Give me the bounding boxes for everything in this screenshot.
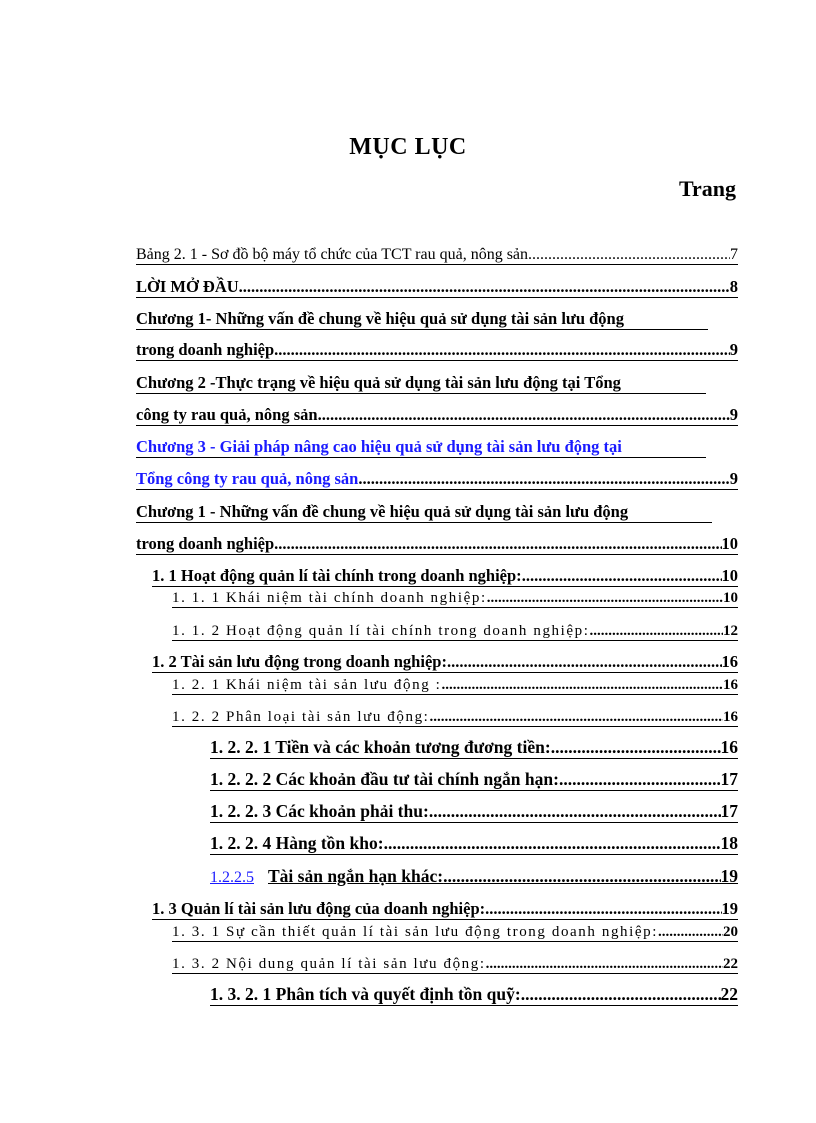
toc-entry[interactable]	[136, 276, 738, 298]
toc-entry-text: 1. 2. 2. 1 Tiền và các khoản tương đương tiền:	[210, 737, 551, 757]
toc-entry[interactable]	[172, 952, 738, 974]
toc-entry-text: 1. 2. 2 Phân loại tài sản lưu động:	[172, 709, 430, 725]
toc-entry-page: 19	[720, 866, 738, 886]
toc-entry-page: 22	[723, 956, 738, 972]
toc-entry-text: 1. 1. 2 Hoạt động quản lí tài chính trong doanh nghiệp:	[172, 623, 590, 639]
toc-entry[interactable]	[172, 673, 738, 695]
toc-entry[interactable]	[136, 308, 708, 330]
leader-dots	[485, 899, 721, 919]
toc-entry-text: Chương 1 - Những vấn đề chung về hiệu quả sử dụng tài sản lưu động	[136, 502, 629, 521]
toc-entry-page: 10	[721, 566, 738, 585]
toc-entry[interactable]	[136, 468, 738, 490]
leader-dots	[318, 405, 730, 425]
toc-entry[interactable]	[136, 436, 706, 458]
toc-entry[interactable]	[210, 769, 738, 791]
leader-dots	[384, 833, 721, 854]
toc-entry[interactable]	[136, 501, 712, 523]
toc-entry[interactable]	[210, 865, 738, 887]
toc-entry[interactable]	[172, 920, 738, 942]
toc-entry-page: 17	[720, 801, 738, 821]
toc-entry-page: 8	[729, 277, 738, 296]
toc-entry[interactable]	[136, 404, 738, 426]
toc-entry-text: Chương 3 - Giải pháp nâng cao hiệu quả sử dụng tài sản lưu động tại	[136, 437, 622, 456]
toc-entry-page: 9	[729, 405, 738, 424]
toc-entry-text: 1. 2. 2. 2 Các khoản đầu tư tài chính ngắn hạn:	[210, 769, 559, 789]
toc-entry[interactable]	[210, 833, 738, 855]
toc-heading: MỤC LỤC	[349, 134, 467, 160]
toc-entry-text: 1. 2. 1 Khái niệm tài sản lưu động :	[172, 677, 442, 693]
toc-entry-page: 10	[723, 590, 738, 606]
leader-dots	[487, 590, 723, 607]
toc-entry-text: 1. 2. 2. 3 Các khoản phải thu:	[210, 801, 429, 821]
toc-entry[interactable]	[136, 533, 738, 555]
toc-entry-page: 7	[730, 246, 738, 263]
toc-entry-text: trong doanh nghiệp	[136, 340, 275, 359]
toc-entry-text: LỜI MỞ ĐẦU	[136, 277, 239, 296]
toc-entry-text: 1. 3. 2 Nội dung quản lí tài sản lưu động:	[172, 956, 486, 972]
toc-entry-text: 1. 1. 1 Khái niệm tài chính doanh nghiệp:	[172, 590, 487, 606]
leader-dots	[658, 924, 723, 941]
toc-entry-page: 19	[721, 899, 738, 918]
leader-dots	[429, 709, 723, 726]
toc-entry[interactable]	[172, 619, 738, 641]
toc-entry[interactable]	[210, 801, 738, 823]
toc-entry-text: Bảng 2. 1 - Sơ đồ bộ máy tổ chức của TCT rau quả, nông sản	[136, 246, 529, 263]
toc-entry-text: 1. 3. 2. 1 Phân tích và quyết định tồn quỹ:	[210, 984, 521, 1004]
toc-entry[interactable]	[152, 651, 738, 673]
leader-dots	[522, 566, 722, 586]
toc-entry-page: 9	[729, 469, 738, 488]
toc-entry-page: 20	[723, 924, 738, 940]
toc-entry-page: 9	[729, 340, 738, 359]
toc-entry[interactable]	[136, 372, 706, 394]
toc-entry[interactable]	[152, 898, 738, 920]
toc-entry-page: 16	[723, 709, 738, 725]
toc-entry-text: 1. 3. 1 Sự cần thiết quản lí tài sản lưu động trong doanh nghiệp:	[172, 924, 659, 940]
toc-entry[interactable]	[210, 984, 738, 1006]
toc-entry-text: 1. 3 Quản lí tài sản lưu động của doanh nghiệp:	[152, 899, 486, 918]
toc-entry-text: 1. 2. 2. 4 Hàng tồn kho:	[210, 833, 384, 853]
leader-dots	[274, 534, 721, 554]
toc-entry-text: Tài sản ngắn hạn khác:	[268, 866, 444, 886]
toc-entry[interactable]	[210, 737, 738, 759]
leader-dots	[590, 623, 723, 640]
leader-dots	[443, 866, 720, 887]
page-column-label: Trang	[678, 176, 736, 201]
toc-entry-page: 18	[720, 833, 738, 853]
toc-entry-text: 1. 2 Tài sản lưu động trong doanh nghiệp:	[152, 652, 447, 671]
toc-entry[interactable]	[152, 565, 738, 587]
toc-entry-text: công ty rau quả, nông sản	[136, 405, 318, 424]
toc-entry-text: 1. 1 Hoạt động quản lí tài chính trong doanh nghiệp:	[152, 566, 522, 585]
toc-entry-page: 10	[721, 534, 738, 553]
toc-entry[interactable]	[172, 586, 738, 608]
toc-entry-text: Chương 1- Những vấn đề chung về hiệu quả sử dụng tài sản lưu động	[136, 309, 624, 328]
leader-dots	[239, 277, 730, 297]
leader-dots	[447, 652, 722, 672]
toc-entry-page: 16	[723, 677, 738, 693]
toc-entry-page: 17	[720, 769, 738, 789]
toc-entry-text: trong doanh nghiệp	[136, 534, 275, 553]
toc-entry[interactable]	[172, 705, 738, 727]
leader-dots	[429, 801, 721, 822]
leader-dots	[521, 984, 721, 1005]
toc-entry-text: Chương 2 -Thực trạng về hiệu quả sử dụng tài sản lưu động tại Tổng	[136, 373, 621, 392]
toc-entry-number-link[interactable]: 1.2.2.5	[210, 869, 254, 886]
leader-dots	[486, 956, 723, 973]
toc-entry-page: 12	[723, 623, 738, 639]
leader-dots	[274, 340, 730, 360]
toc-entry-text: Tổng công ty rau quả, nông sản	[136, 469, 359, 488]
leader-dots	[358, 469, 729, 489]
leader-dots	[559, 769, 721, 790]
toc-entry[interactable]	[136, 243, 738, 265]
toc-entry-page: 16	[720, 737, 738, 757]
leader-dots	[551, 737, 721, 758]
leader-dots	[528, 246, 730, 264]
toc-entry-page: 16	[721, 652, 738, 671]
leader-dots	[441, 677, 723, 694]
toc-entry[interactable]	[136, 339, 738, 361]
toc-entry-page: 22	[720, 984, 738, 1004]
